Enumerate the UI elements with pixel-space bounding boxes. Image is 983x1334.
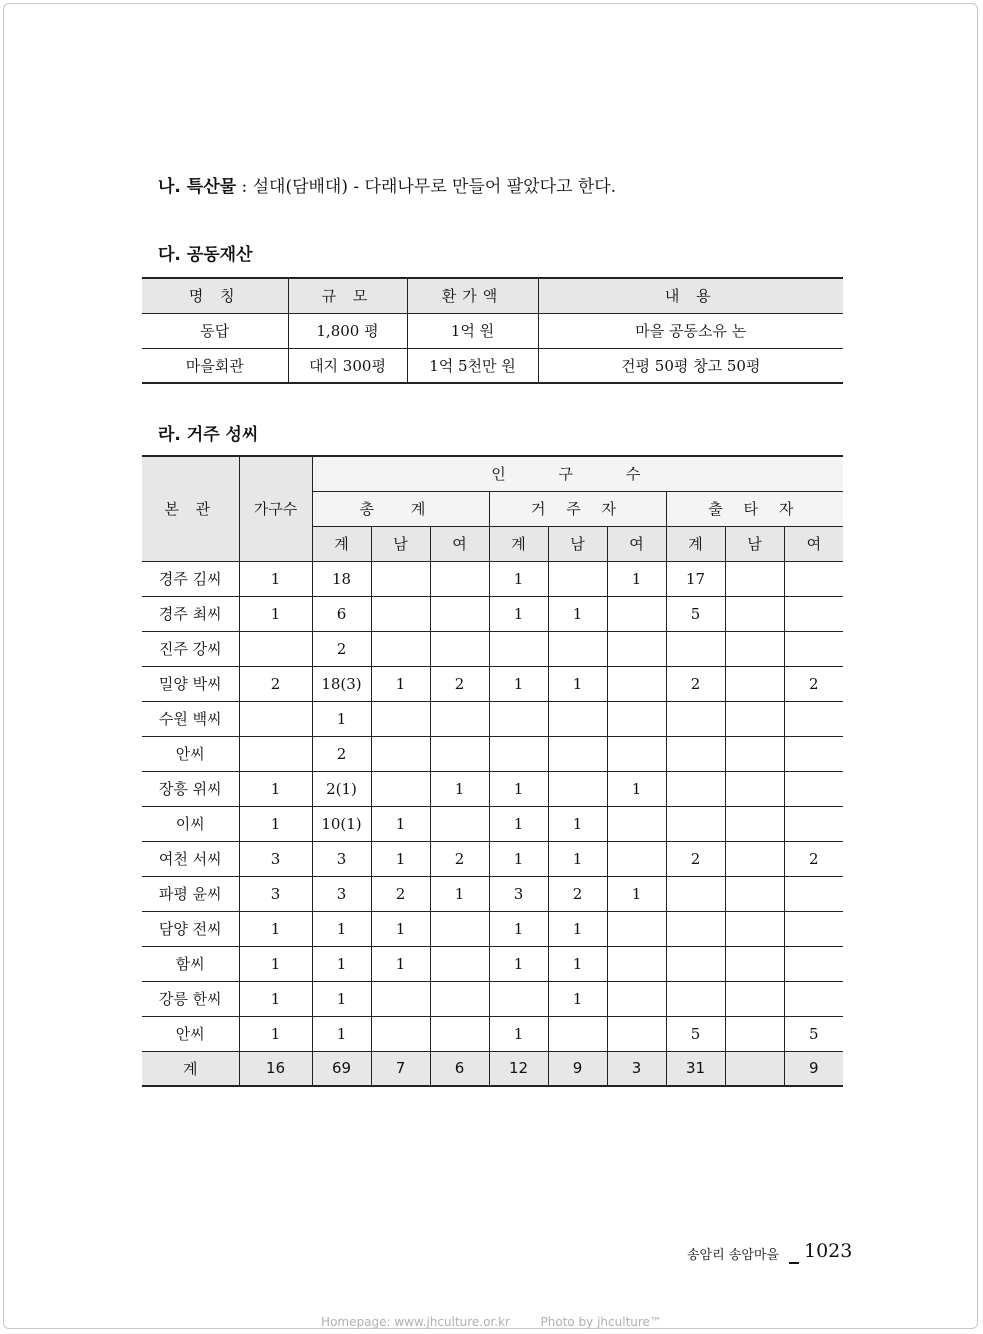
table-row bbox=[142, 806, 843, 841]
table-row bbox=[142, 596, 843, 631]
section-heading-property: 다. 공동재산 bbox=[158, 245, 253, 265]
table-cell: 2 bbox=[239, 666, 312, 701]
table-cell: 2(1) bbox=[312, 771, 371, 806]
table-cell: 1 bbox=[489, 806, 548, 841]
table-cell bbox=[430, 946, 489, 981]
table-cell: 3 bbox=[312, 876, 371, 911]
total-cell: 12 bbox=[489, 1051, 548, 1086]
column-header: 출 타 자 bbox=[666, 491, 843, 526]
table-cell: 3 bbox=[312, 841, 371, 876]
table-cell bbox=[548, 771, 607, 806]
table-cell bbox=[666, 981, 725, 1016]
table-cell: 2 bbox=[548, 876, 607, 911]
table-cell bbox=[666, 736, 725, 771]
surname-origin-cell: 담양 전씨 bbox=[142, 911, 239, 946]
table-cell: 2 bbox=[430, 841, 489, 876]
table-cell: 1 bbox=[239, 946, 312, 981]
table-cell bbox=[784, 911, 843, 946]
table-cell: 1 bbox=[371, 911, 430, 946]
table-cell: 1 bbox=[489, 771, 548, 806]
table-cell bbox=[725, 701, 784, 736]
table-cell bbox=[666, 946, 725, 981]
table-cell: 1 bbox=[548, 806, 607, 841]
table-cell bbox=[725, 1016, 784, 1051]
table-cell: 1 bbox=[239, 771, 312, 806]
table-cell bbox=[666, 806, 725, 841]
table-cell bbox=[666, 771, 725, 806]
table-cell: 1 bbox=[548, 596, 607, 631]
table-cell bbox=[666, 876, 725, 911]
table-cell: 마을회관 bbox=[142, 348, 288, 383]
table-cell bbox=[725, 666, 784, 701]
table-header-row bbox=[142, 278, 843, 313]
table-cell bbox=[489, 736, 548, 771]
table-cell: 17 bbox=[666, 561, 725, 596]
table-cell: 1 bbox=[312, 911, 371, 946]
table-cell bbox=[371, 981, 430, 1016]
surname-origin-cell: 밀양 박씨 bbox=[142, 666, 239, 701]
table-cell bbox=[666, 631, 725, 666]
table-cell bbox=[371, 596, 430, 631]
surname-origin-cell: 경주 최씨 bbox=[142, 596, 239, 631]
table-cell bbox=[239, 736, 312, 771]
table-cell bbox=[548, 631, 607, 666]
column-header: 계 bbox=[489, 526, 548, 561]
table-cell: 2 bbox=[666, 666, 725, 701]
table-cell bbox=[489, 981, 548, 1016]
table-cell bbox=[607, 596, 666, 631]
surname-origin-cell: 파평 윤씨 bbox=[142, 876, 239, 911]
column-header: 본 관 bbox=[142, 456, 239, 561]
specialty-text: : 설대(담배대) - 다래나무로 만들어 팔았다고 한다. bbox=[236, 177, 617, 197]
column-header: 내 용 bbox=[538, 278, 843, 313]
table-cell bbox=[607, 841, 666, 876]
table-cell: 마을 공동소유 논 bbox=[538, 313, 843, 348]
table-cell: 5 bbox=[666, 1016, 725, 1051]
column-header: 여 bbox=[784, 526, 843, 561]
table-cell: 1 bbox=[312, 1016, 371, 1051]
table-cell: 1 bbox=[312, 946, 371, 981]
table-cell bbox=[784, 806, 843, 841]
table-cell: 2 bbox=[784, 666, 843, 701]
table-cell: 1 bbox=[489, 1016, 548, 1051]
table-cell bbox=[239, 701, 312, 736]
column-header: 계 bbox=[666, 526, 725, 561]
column-header: 가구수 bbox=[239, 456, 312, 561]
table-cell bbox=[607, 666, 666, 701]
table-row bbox=[142, 841, 843, 876]
table-row bbox=[142, 631, 843, 666]
total-cell: 69 bbox=[312, 1051, 371, 1086]
table-cell: 대지 300평 bbox=[288, 348, 407, 383]
table-cell bbox=[430, 736, 489, 771]
table-cell: 1 bbox=[239, 561, 312, 596]
table-cell: 1 bbox=[371, 841, 430, 876]
table-cell bbox=[607, 911, 666, 946]
column-header: 여 bbox=[430, 526, 489, 561]
surname-origin-cell: 함씨 bbox=[142, 946, 239, 981]
table-cell bbox=[784, 946, 843, 981]
table-cell bbox=[725, 841, 784, 876]
surname-origin-cell: 이씨 bbox=[142, 806, 239, 841]
table-cell bbox=[430, 1016, 489, 1051]
table-cell bbox=[430, 596, 489, 631]
table-cell bbox=[725, 911, 784, 946]
table-cell bbox=[784, 981, 843, 1016]
property-table bbox=[142, 277, 843, 384]
table-cell bbox=[725, 631, 784, 666]
table-cell: 1 bbox=[239, 981, 312, 1016]
table-row bbox=[142, 313, 843, 348]
surname-origin-cell: 경주 김씨 bbox=[142, 561, 239, 596]
table-cell: 1 bbox=[371, 806, 430, 841]
table-cell bbox=[371, 1016, 430, 1051]
surname-origin-cell: 여천 서씨 bbox=[142, 841, 239, 876]
table-cell bbox=[548, 736, 607, 771]
total-cell: 16 bbox=[239, 1051, 312, 1086]
total-cell: 계 bbox=[142, 1051, 239, 1086]
table-cell: 1 bbox=[430, 876, 489, 911]
table-cell bbox=[430, 631, 489, 666]
table-cell bbox=[548, 701, 607, 736]
table-cell bbox=[371, 736, 430, 771]
total-cell: 3 bbox=[607, 1051, 666, 1086]
column-header: 남 bbox=[548, 526, 607, 561]
table-cell bbox=[784, 631, 843, 666]
surname-origin-cell: 강릉 한씨 bbox=[142, 981, 239, 1016]
watermark: Homepage: www.jhculture.or.kr Photo by jhculture™ bbox=[321, 1315, 662, 1329]
table-cell: 건평 50평 창고 50평 bbox=[538, 348, 843, 383]
specialty-heading: 나. 특산물 bbox=[158, 177, 237, 197]
table-cell bbox=[489, 701, 548, 736]
table-cell bbox=[607, 1016, 666, 1051]
table-cell: 1,800 평 bbox=[288, 313, 407, 348]
column-header: 규 모 bbox=[288, 278, 407, 313]
table-cell bbox=[430, 806, 489, 841]
total-cell: 9 bbox=[548, 1051, 607, 1086]
column-header: 환가액 bbox=[407, 278, 538, 313]
table-cell: 2 bbox=[784, 841, 843, 876]
column-header: 총 계 bbox=[312, 491, 489, 526]
table-cell bbox=[371, 771, 430, 806]
table-cell: 1 bbox=[607, 876, 666, 911]
table-cell: 3 bbox=[239, 841, 312, 876]
table-cell bbox=[725, 946, 784, 981]
table-cell: 1 bbox=[489, 666, 548, 701]
table-cell: 1 bbox=[239, 1016, 312, 1051]
table-cell bbox=[371, 561, 430, 596]
table-row bbox=[142, 1016, 843, 1051]
table-cell: 2 bbox=[666, 841, 725, 876]
table-cell: 18 bbox=[312, 561, 371, 596]
table-cell bbox=[784, 876, 843, 911]
surname-origin-cell: 진주 강씨 bbox=[142, 631, 239, 666]
table-cell: 6 bbox=[312, 596, 371, 631]
table-cell: 2 bbox=[430, 666, 489, 701]
table-cell bbox=[725, 981, 784, 1016]
column-header: 남 bbox=[725, 526, 784, 561]
running-footer: 송암리 송암마을 bbox=[687, 1248, 780, 1263]
column-header: 명 칭 bbox=[142, 278, 288, 313]
table-row bbox=[142, 911, 843, 946]
table-cell: 1 bbox=[239, 806, 312, 841]
surnames-table bbox=[142, 455, 843, 1087]
column-header: 계 bbox=[312, 526, 371, 561]
table-cell: 1 bbox=[489, 596, 548, 631]
table-cell bbox=[430, 911, 489, 946]
table-cell bbox=[607, 981, 666, 1016]
total-cell bbox=[725, 1051, 784, 1086]
table-cell bbox=[489, 631, 548, 666]
surname-origin-cell: 장흥 위씨 bbox=[142, 771, 239, 806]
table-row bbox=[142, 701, 843, 736]
specialty-line bbox=[158, 172, 616, 197]
table-cell: 2 bbox=[312, 736, 371, 771]
total-row bbox=[142, 1051, 843, 1086]
table-row bbox=[142, 876, 843, 911]
table-row bbox=[142, 561, 843, 596]
table-cell: 1 bbox=[371, 666, 430, 701]
table-cell: 1 bbox=[489, 946, 548, 981]
table-cell bbox=[607, 631, 666, 666]
table-cell: 1 bbox=[548, 981, 607, 1016]
table-cell bbox=[607, 701, 666, 736]
table-cell bbox=[725, 876, 784, 911]
table-cell: 5 bbox=[784, 1016, 843, 1051]
table-cell bbox=[607, 946, 666, 981]
surname-origin-cell: 안씨 bbox=[142, 1016, 239, 1051]
table-cell: 1 bbox=[239, 911, 312, 946]
table-cell: 1 bbox=[607, 561, 666, 596]
table-row bbox=[142, 736, 843, 771]
table-cell: 1 bbox=[239, 596, 312, 631]
table-cell bbox=[371, 701, 430, 736]
table-cell bbox=[784, 736, 843, 771]
table-cell: 1 bbox=[489, 911, 548, 946]
table-cell bbox=[607, 806, 666, 841]
table-cell bbox=[725, 596, 784, 631]
column-header: 남 bbox=[371, 526, 430, 561]
table-cell: 1 bbox=[489, 561, 548, 596]
table-cell: 1 bbox=[312, 701, 371, 736]
table-row bbox=[142, 946, 843, 981]
table-cell: 2 bbox=[371, 876, 430, 911]
table-cell: 10(1) bbox=[312, 806, 371, 841]
surname-origin-cell: 안씨 bbox=[142, 736, 239, 771]
table-header-row bbox=[142, 456, 843, 491]
table-row bbox=[142, 771, 843, 806]
total-cell: 7 bbox=[371, 1051, 430, 1086]
table-row bbox=[142, 666, 843, 701]
total-cell: 31 bbox=[666, 1051, 725, 1086]
table-cell bbox=[725, 561, 784, 596]
table-cell bbox=[430, 701, 489, 736]
footer-rule bbox=[789, 1262, 799, 1264]
table-cell bbox=[607, 736, 666, 771]
column-header: 인 구 수 bbox=[312, 456, 843, 491]
table-cell bbox=[784, 596, 843, 631]
page-number: 1023 bbox=[804, 1240, 853, 1262]
table-row bbox=[142, 348, 843, 383]
surname-origin-cell: 수원 백씨 bbox=[142, 701, 239, 736]
table-row bbox=[142, 981, 843, 1016]
table-cell bbox=[666, 701, 725, 736]
total-cell: 9 bbox=[784, 1051, 843, 1086]
table-cell bbox=[725, 771, 784, 806]
table-cell: 3 bbox=[489, 876, 548, 911]
table-cell bbox=[548, 1016, 607, 1051]
table-cell bbox=[725, 806, 784, 841]
table-cell: 1 bbox=[548, 946, 607, 981]
table-cell: 1 bbox=[548, 911, 607, 946]
table-cell bbox=[371, 631, 430, 666]
table-cell: 1 bbox=[430, 771, 489, 806]
table-cell: 1억 원 bbox=[407, 313, 538, 348]
column-header: 여 bbox=[607, 526, 666, 561]
table-cell bbox=[784, 701, 843, 736]
table-cell bbox=[430, 561, 489, 596]
table-cell bbox=[430, 981, 489, 1016]
table-cell: 18(3) bbox=[312, 666, 371, 701]
table-cell bbox=[239, 631, 312, 666]
table-cell: 1억 5천만 원 bbox=[407, 348, 538, 383]
table-cell: 1 bbox=[548, 841, 607, 876]
total-cell: 6 bbox=[430, 1051, 489, 1086]
table-cell: 1 bbox=[489, 841, 548, 876]
table-cell: 동답 bbox=[142, 313, 288, 348]
table-cell bbox=[784, 771, 843, 806]
table-cell: 1 bbox=[548, 666, 607, 701]
table-cell: 3 bbox=[239, 876, 312, 911]
table-cell: 1 bbox=[371, 946, 430, 981]
table-cell: 1 bbox=[312, 981, 371, 1016]
table-cell: 5 bbox=[666, 596, 725, 631]
column-header: 거 주 자 bbox=[489, 491, 666, 526]
table-cell bbox=[784, 561, 843, 596]
table-cell: 2 bbox=[312, 631, 371, 666]
table-cell: 1 bbox=[607, 771, 666, 806]
section-heading-surnames: 라. 거주 성씨 bbox=[158, 425, 259, 445]
table-cell bbox=[666, 911, 725, 946]
table-cell bbox=[548, 561, 607, 596]
table-cell bbox=[725, 736, 784, 771]
